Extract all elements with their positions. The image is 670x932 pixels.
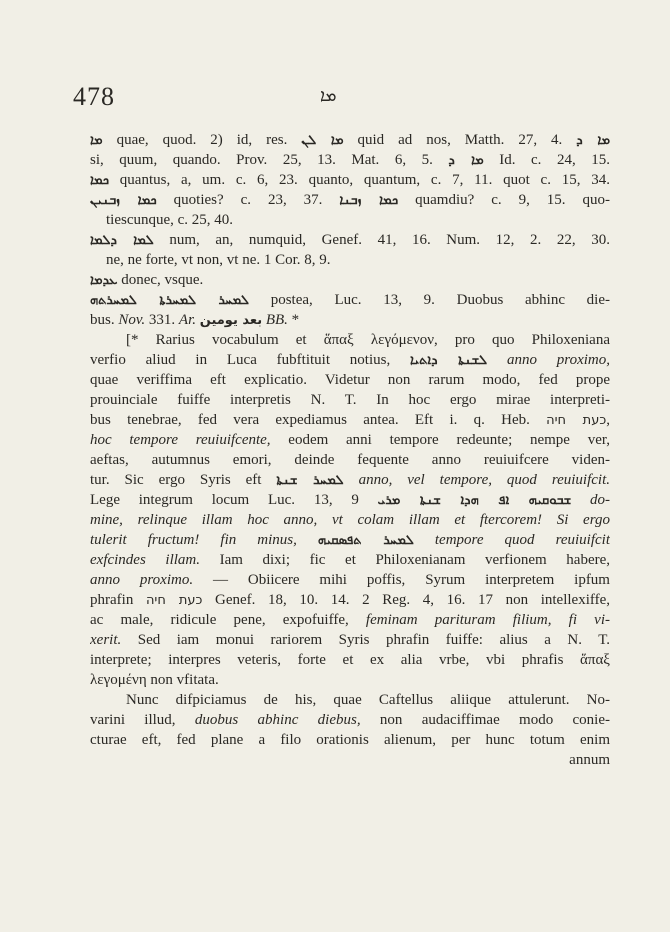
text-segment: [* Rarius vocabulum et ἅπαξ λεγόμενον, pro quo Philoxeniana [126,332,610,348]
italic-text: exfcindes illam. [90,552,200,568]
italic-text: feminam parituram filium, fi vi- [365,612,610,628]
text-line [90,610,610,630]
text-segment: prouinciale fuiffe interpretis N. T. In hoc ergo mirae interpreti- [90,392,610,408]
text-segment [571,492,590,508]
italic-text: Nov. [118,312,146,328]
text-segment [487,352,507,368]
text-line [90,670,610,690]
syriac-text: ܡܐ ܕ [448,153,484,168]
text-segment: * [287,312,300,328]
text-segment: 331. [145,312,179,328]
text-segment: quamdiu? c. 9, 15. quo- [398,192,610,208]
italic-text: anno proximo, [506,352,610,368]
text-segment: ne, ne forte, vt non, vt ne. 1 Cor. 8, 9. [106,252,331,268]
text-line [90,450,610,470]
text-segment: Genef. 18, 10. 14. 2 Reg. 4, 16. 17 non intellexiffe, [202,592,610,608]
italic-text: anno proximo. [90,572,194,588]
text-line [90,750,610,770]
text-segment: Lege integrum locum Luc. 13, 9 [90,492,378,508]
italic-text: mine, relinque illam hoc anno, vt colam illam et ftercorem! Si ergo [90,512,610,528]
syriac-text: ܠܡܐ ܕܠܡܐ [90,233,154,248]
text-segment: Nunc difpiciamus de his, quae Caftellus aliique attulerunt. No- [126,692,610,708]
syriac-text: ܟܡܐ ܙܒܢܝܢ [90,193,157,208]
page-number: 478 [73,82,115,111]
syriac-text: بعد يومين [199,313,263,328]
text-line [90,490,610,510]
syriac-text: ܥܕܡܐ [90,273,118,288]
text-segment: donec, vsque. [117,272,204,288]
text-segment: postea, Luc. 13, 9. Duobus abhinc die- [249,292,610,308]
text-segment: non audaciffimae modo conie- [360,712,610,728]
text-segment: , [606,412,610,428]
text-segment: quae veriffima eft explicatio. Videtur non rarum modo, fed prope [90,372,610,388]
syriac-text: ܡܐ [90,133,103,148]
italic-text: tulerit fructum! fin minus, [90,532,297,548]
text-segment: annum [569,752,610,768]
italic-text: duobus abhinc diebus, [194,712,361,728]
text-line [90,650,610,670]
text-line [90,690,610,710]
text-line [90,350,610,370]
text-segment: bus tenebrae, fed vera expediamus antea. Eft i. q. Heb. [90,412,547,428]
running-head: ܡܐ [320,86,337,106]
text-segment: λεγομένη non vfitata. [90,672,219,688]
text-line [90,210,610,230]
text-line [90,570,610,590]
page-body [90,130,610,770]
text-line [90,190,610,210]
text-segment: Iam dixi; fic et Philoxenianam verfionem habere, [200,552,610,568]
text-segment: si, quum, quando. Prov. 25, 13. Mat. 6, 5. [90,152,449,168]
text-line [90,250,610,270]
syriac-text: ܡܐ ܕ [576,133,610,148]
text-segment: tur. Sic ergo Syris eft [90,472,277,488]
text-line [90,590,610,610]
text-line [90,430,610,450]
text-line [90,730,610,750]
italic-text: xerit. [90,632,122,648]
text-segment: bus. [90,312,119,328]
text-segment: aeftas, autumnus emori, deinde fequente anno reuiuifcere viden- [90,452,610,468]
italic-text: BB. [265,312,288,328]
text-segment: interprete; interpres veteris, forte et ex alia vrbe, vbi phrafis ἅπαξ [90,652,610,668]
text-line [90,510,610,530]
text-line [90,270,610,290]
text-line [90,410,610,430]
page-header [0,82,670,112]
syriac-text: ܠܫܢܬܐ ܕܐܬܝܐ [410,353,488,368]
text-line [90,710,610,730]
syriac-text: ܡܐ ܠܢ [301,133,344,148]
syriac-text: ܫܒܘܩܝܗ ܐܦ ܗܕܐ ܫܢܬܐ ܡܪܝ [377,493,572,508]
text-line [90,310,610,330]
text-line [90,170,610,190]
text-segment: varini illud, [90,712,195,728]
text-segment: — Obiicere mihi poffis, Syrum interpretem ipfum [193,572,610,588]
hebrew-text: כעת חיה [546,413,607,428]
text-segment: Id. c. 24, 15. [483,152,610,168]
text-segment [297,532,318,548]
text-segment: quae, quod. 2) id, res. [102,132,302,148]
syriac-text: ܟܡܐ [90,173,110,188]
text-line [90,390,610,410]
text-line [90,330,610,350]
italic-text: Ar. [178,312,196,328]
text-segment: quid ad nos, Matth. 27, 4. [343,132,577,148]
italic-text: do- [590,492,610,508]
text-segment: Sed iam monui rariorem Syris phrafin fuiffe: alius a N. T. [121,632,610,648]
text-line [90,290,610,310]
text-segment: verfio aliud in Luca fubftituit notius, [90,352,411,368]
text-segment: ac male, ridicule pene, expofuiffe, [90,612,366,628]
text-segment: num, an, numquid, Genef. 41, 16. Num. 12, 2. 22, 30. [153,232,610,248]
syriac-text: ܠܡܚܪ ܫܢܬܐ [276,473,344,488]
text-line [90,230,610,250]
text-segment: quantus, a, um. c. 6, 23. quanto, quantum, c. 7, 11. quot c. 15, 34. [109,172,610,188]
text-line [90,150,610,170]
text-segment [344,472,359,488]
syriac-text: ܠܡܚܪ ܬܦܣܩܝܗ [317,533,414,548]
text-segment: quoties? c. 23, 37. [156,192,340,208]
text-line [90,370,610,390]
text-line [90,130,610,150]
text-line [90,530,610,550]
text-line [90,630,610,650]
text-segment: eodem anni tempore redeunte; nempe ver, [270,432,610,448]
text-line [90,470,610,490]
hebrew-text: כעת חיה [145,593,203,608]
syriac-text: ܠܡܚܪ ܠܡܚܪܬܐ ܠܡܚܪܬܗ [90,293,250,308]
italic-text: anno, vel tempore, quod reuiuifcit. [358,472,610,488]
text-segment: phrafin [90,592,146,608]
text-line [90,550,610,570]
italic-text: tempore quod reuiuifcit [434,532,610,548]
text-segment [414,532,435,548]
text-segment: cturae eft, fed plane a filo orationis alienum, per hunc totum enim [90,732,610,748]
syriac-text: ܟܡܐ ܙܒܢܐ [339,193,399,208]
italic-text: hoc tempore reuiuifcente, [90,432,271,448]
text-segment: tiescunque, c. 25, 40. [106,212,234,228]
